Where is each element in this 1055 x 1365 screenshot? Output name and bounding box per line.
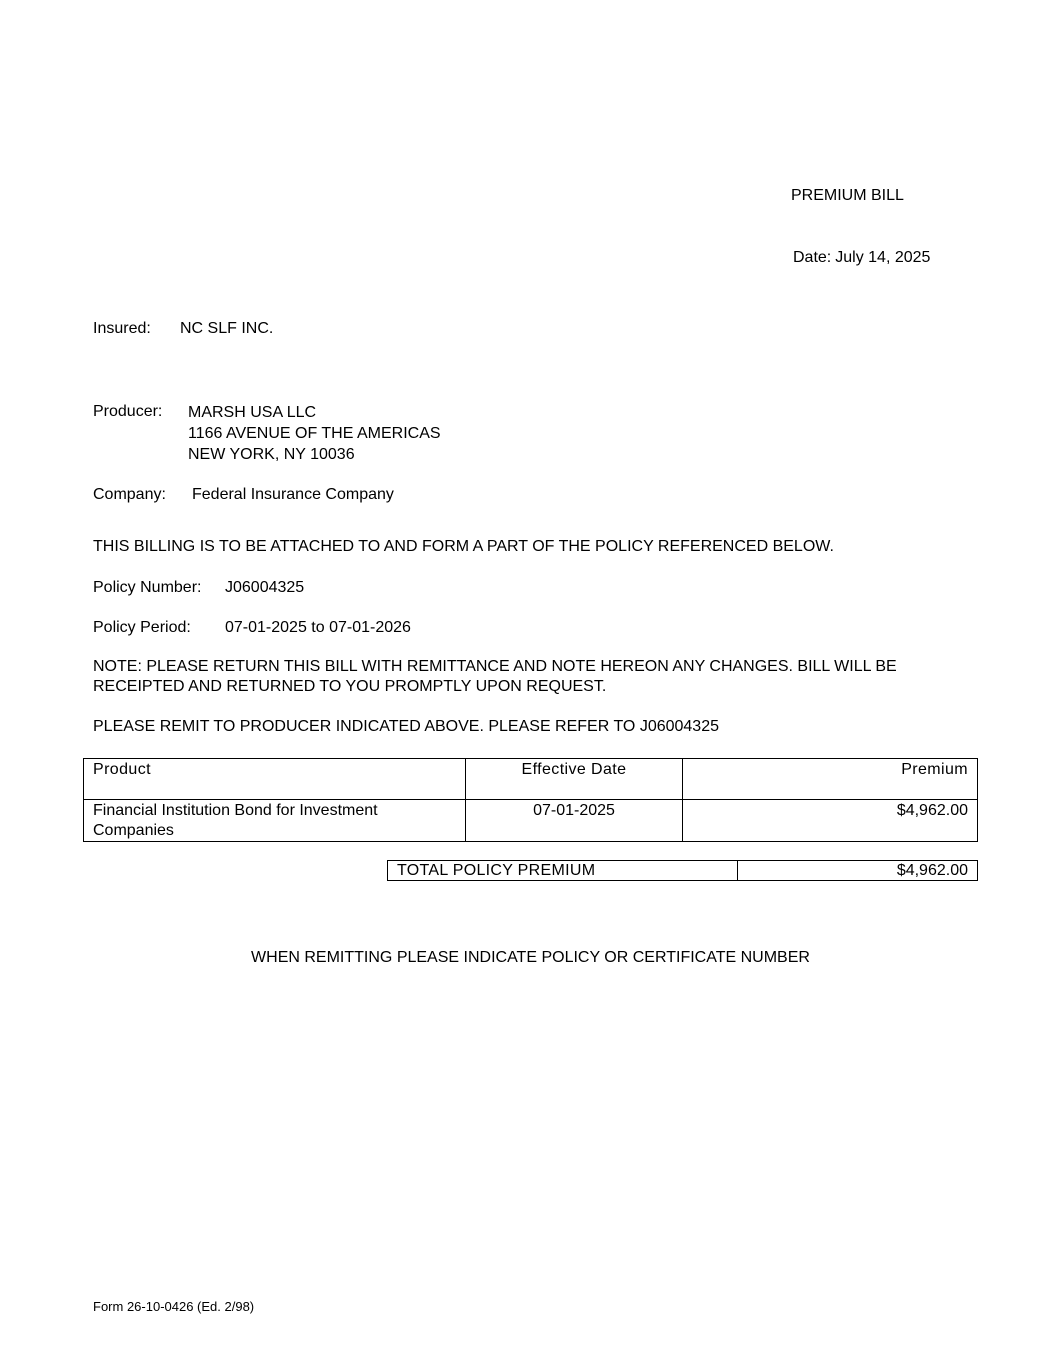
- total-label: TOTAL POLICY PREMIUM: [388, 861, 738, 881]
- company-value: Federal Insurance Company: [192, 486, 394, 503]
- table-header-row: [84, 759, 978, 800]
- policy-period-value: 07-01-2025 to 07-01-2026: [225, 619, 411, 636]
- footer-instruction: WHEN REMITTING PLEASE INDICATE POLICY OR CERTIFICATE NUMBER: [251, 949, 810, 966]
- company-section: [93, 485, 394, 505]
- billing-statement: THIS BILLING IS TO BE ATTACHED TO AND FORM A PART OF THE POLICY REFERENCED BELOW.: [93, 538, 834, 555]
- table-row: [84, 800, 978, 842]
- header-premium: Premium: [683, 759, 978, 800]
- company-label: Company:: [93, 486, 166, 503]
- row-premium: $4,962.00: [683, 800, 978, 842]
- date-label: Date:: [793, 249, 832, 266]
- premium-table: [83, 758, 978, 842]
- date-value: July 14, 2025: [835, 249, 931, 266]
- row-product: Financial Institution Bond for Investment Companies: [84, 800, 466, 842]
- policy-number-row: [93, 578, 304, 598]
- policy-number-value: J06004325: [225, 579, 305, 596]
- form-identifier: Form 26-10-0426 (Ed. 2/98): [93, 1299, 255, 1314]
- header-effective-date: Effective Date: [466, 759, 683, 800]
- total-premium-table: [387, 860, 978, 881]
- producer-address: [188, 402, 441, 465]
- insured-value: NC SLF INC.: [180, 320, 274, 337]
- total-value: $4,962.00: [738, 861, 978, 881]
- policy-number-label: Policy Number:: [93, 579, 202, 596]
- producer-label: Producer:: [93, 403, 163, 420]
- document-title: PREMIUM BILL: [791, 187, 904, 204]
- policy-period-label: Policy Period:: [93, 619, 191, 636]
- total-row: [388, 861, 978, 881]
- bill-date: [793, 248, 930, 268]
- producer-address-line2: NEW YORK, NY 10036: [188, 446, 355, 463]
- insured-label: Insured:: [93, 320, 151, 337]
- policy-period-row: [93, 618, 411, 638]
- remit-instruction: PLEASE REMIT TO PRODUCER INDICATED ABOVE. PLEASE REFER TO J06004325: [93, 718, 719, 735]
- producer-name: MARSH USA LLC: [188, 404, 317, 421]
- insured-section: [93, 319, 273, 339]
- remittance-note: NOTE: PLEASE RETURN THIS BILL WITH REMITTANCE AND NOTE HEREON ANY CHANGES. BILL WILL BE RECEIPTED AND RETURNED TO YOU PROMPTLY UPON REQUEST.: [93, 658, 897, 695]
- row-effective-date: 07-01-2025: [466, 800, 683, 842]
- producer-address-line1: 1166 AVENUE OF THE AMERICAS: [188, 425, 441, 442]
- header-product: Product: [84, 759, 466, 800]
